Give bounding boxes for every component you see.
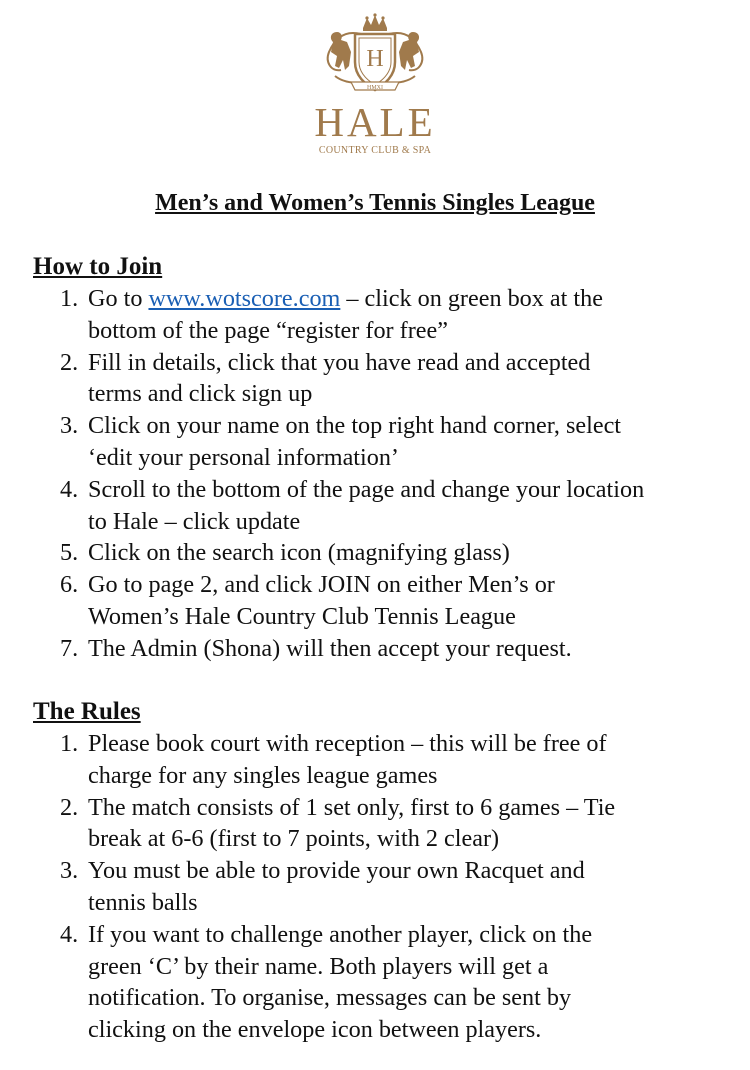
list-line: The match consists of 1 set only, first to 6 games – Tie	[88, 793, 616, 821]
join-item-5	[0, 537, 750, 569]
join-item-1	[0, 283, 750, 347]
wotscore-link[interactable]: www.wotscore.com	[148, 285, 341, 312]
rule-item-3	[0, 855, 750, 919]
rules-heading: The Rules	[33, 698, 141, 725]
list-number: 5.	[60, 539, 79, 567]
list-line: Click on the search icon (magnifying glass)	[88, 539, 510, 567]
list-number: 2.	[60, 793, 79, 821]
club-logo	[305, 12, 445, 162]
list-line: to Hale – click update	[88, 507, 301, 535]
list-number: 3.	[60, 412, 79, 440]
list-number: 3.	[60, 857, 79, 885]
how-to-join-heading: How to Join	[33, 253, 163, 280]
list-line: terms and click sign up	[88, 380, 313, 408]
how-to-join-list	[0, 283, 750, 665]
list-line	[88, 283, 740, 315]
logo-wordmark: HALE	[314, 99, 436, 145]
line-text: – click on green box at the	[340, 285, 603, 312]
list-number: 2.	[60, 348, 79, 376]
list-number: 1.	[60, 730, 79, 757]
crest-initial: H	[366, 46, 384, 72]
list-line: green ‘C’ by their name. Both players will get a	[88, 952, 549, 980]
rule-item-1	[0, 728, 750, 792]
list-line: notification. To organise, messages can be sent by	[88, 984, 572, 1012]
list-line: ‘edit your personal information’	[88, 443, 399, 471]
list-line: break at 6-6 (first to 7 points, with 2 clear)	[88, 825, 500, 853]
list-line: charge for any singles league games	[88, 761, 438, 789]
join-item-4	[0, 474, 750, 538]
list-line: Click on your name on the top right hand corner, select	[88, 412, 622, 440]
list-line: clicking on the envelope icon between players.	[88, 1016, 542, 1044]
rule-item-2	[0, 792, 750, 856]
rule-item-4	[0, 919, 750, 1046]
list-line: Scroll to the bottom of the page and change your location	[88, 475, 645, 503]
join-item-2	[0, 347, 750, 411]
logo-tagline: COUNTRY CLUB & SPA	[318, 145, 432, 156]
list-line: tennis balls	[88, 888, 198, 916]
list-number: 4.	[60, 920, 79, 948]
list-line: Women’s Hale Country Club Tennis League	[88, 602, 516, 630]
join-item-6	[0, 569, 750, 633]
list-number: 6.	[60, 571, 79, 599]
join-item-7	[0, 633, 750, 665]
list-number: 7.	[60, 634, 79, 662]
crest-ribbon-text: HMXI	[367, 85, 383, 91]
list-line: The Admin (Shona) will then accept your request.	[88, 634, 572, 662]
line-text: Go to	[88, 285, 149, 312]
list-line: bottom of the page “register for free”	[88, 316, 448, 344]
rules-list	[0, 728, 750, 1046]
join-item-3	[0, 410, 750, 474]
list-line: If you want to challenge another player, click on the	[88, 920, 593, 948]
crest-icon	[305, 12, 445, 102]
list-line: Fill in details, click that you have read and accepted	[88, 348, 591, 376]
list-line: You must be able to provide your own Racquet and	[88, 857, 585, 885]
page-title: Men’s and Women’s Tennis Singles League	[155, 190, 595, 216]
list-number: 4.	[60, 475, 79, 503]
list-number: 1.	[60, 285, 79, 312]
list-line: Please book court with reception – this will be free of	[88, 730, 607, 757]
list-line: Go to page 2, and click JOIN on either Men’s or	[88, 571, 555, 599]
